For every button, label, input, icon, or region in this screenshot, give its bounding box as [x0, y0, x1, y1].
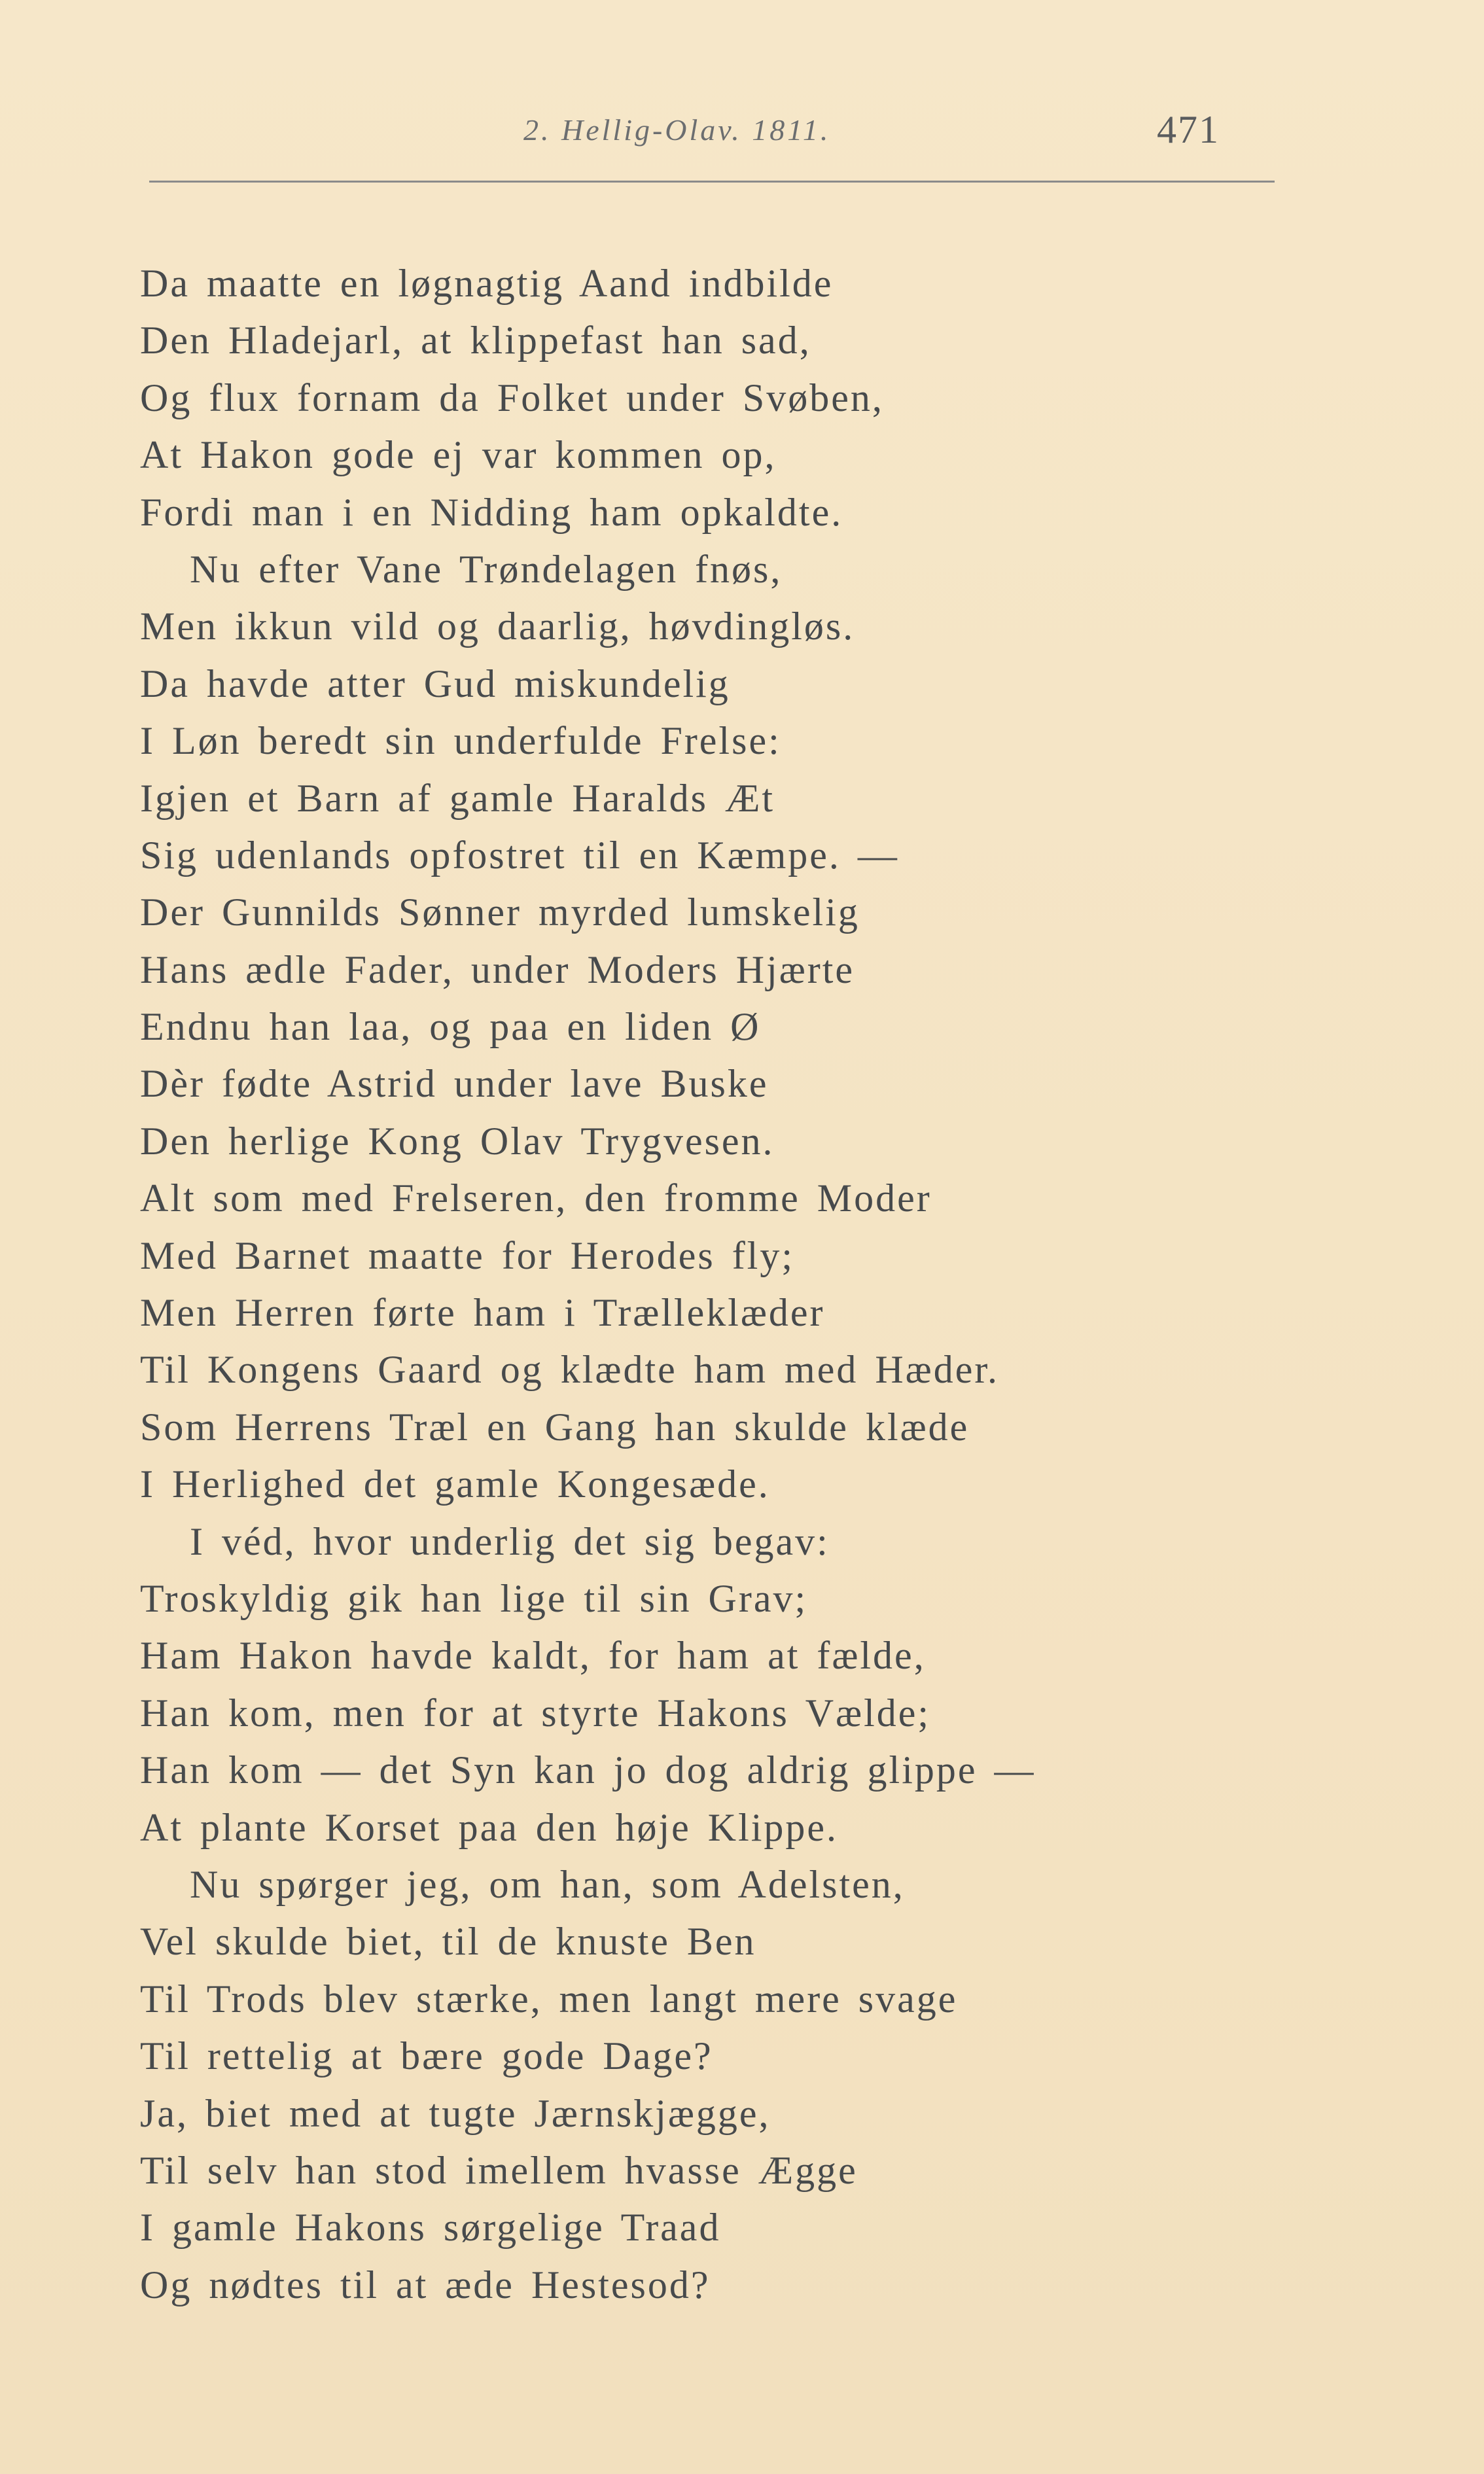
poem-line: Men ikkun vild og daarlig, høvdingløs.: [140, 605, 855, 648]
running-head: 2. Hellig-Olav. 1811.: [523, 113, 831, 147]
poem-line: Ham Hakon havde kaldt, for ham at fælde,: [140, 1634, 926, 1678]
poem-line: Vel skulde biet, til de knuste Ben: [140, 1920, 756, 1964]
poem-line: Nu efter Vane Trøndelagen fnøs,: [190, 547, 783, 591]
poem-line: Med Barnet maatte for Herodes fly;: [140, 1233, 795, 1277]
poem-text: [140, 255, 1357, 2314]
poem-line: Nu spørger jeg, om han, som Adelsten,: [190, 1862, 905, 1906]
poem-line: Han kom — det Syn kan jo dog aldrig glippe —: [140, 1748, 1036, 1792]
poem-line: Og nødtes til at æde Hestesod?: [140, 2263, 711, 2306]
poem-line: Ja, biet med at tugte Jærnskjægge,: [140, 2091, 771, 2135]
poem-line: Endnu han laa, og paa en liden Ø: [140, 1005, 761, 1049]
poem-line: Han kom, men for at styrte Hakons Vælde;: [140, 1691, 931, 1735]
poem-line: I véd, hvor underlig det sig begav:: [190, 1519, 830, 1563]
poem-line: Til Kongens Gaard og klædte ham med Hæder.: [140, 1348, 1000, 1392]
poem-line: Og flux fornam da Folket under Svøben,: [140, 376, 884, 419]
poem-line: Da maatte en løgnagtig Aand indbilde: [140, 262, 834, 305]
poem-line: Igjen et Barn af gamle Haralds Æt: [140, 776, 775, 820]
poem-line: Troskyldig gik han lige til sin Grav;: [140, 1576, 808, 1620]
poem-line: Sig udenlands opfostret til en Kæmpe. —: [140, 833, 899, 877]
poem-line: Da havde atter Gud miskundelig: [140, 662, 730, 705]
poem-line: At Hakon gode ej var kommen op,: [140, 433, 777, 477]
poem-line: I Løn beredt sin underfulde Frelse:: [140, 719, 781, 763]
poem-line: Men Herren førte ham i Trælleklæder: [140, 1291, 825, 1335]
poem-line: Som Herrens Træl en Gang han skulde klæde: [140, 1405, 970, 1449]
poem-line: Den herlige Kong Olav Trygvesen.: [140, 1119, 775, 1163]
poem-line: Der Gunnilds Sønner myrded lumskelig: [140, 891, 860, 934]
poem-line: Fordi man i en Nidding ham opkaldte.: [140, 490, 843, 534]
poem-line: I Herlighed det gamle Kongesæde.: [140, 1462, 770, 1506]
poem-line: I gamle Hakons sørgelige Traad: [140, 2206, 721, 2250]
page-number: 471: [1157, 108, 1220, 151]
poem-line: Til rettelig at bære gode Dage?: [140, 2034, 713, 2078]
poem-line: Den Hladejarl, at klippefast han sad,: [140, 319, 811, 362]
poem-line: Dèr fødte Astrid under lave Buske: [140, 1062, 769, 1106]
header-rule: [149, 181, 1275, 183]
poem-line: Hans ædle Fader, under Moders Hjærte: [140, 947, 855, 991]
poem-line: Til selv han stod imellem hvasse Ægge: [140, 2148, 858, 2192]
poem-line: Til Trods blev stærke, men langt mere svage: [140, 1977, 958, 2021]
poem-line: Alt som med Frelseren, den fromme Moder: [140, 1176, 932, 1220]
poem-line: At plante Korset paa den høje Klippe.: [140, 1805, 839, 1849]
